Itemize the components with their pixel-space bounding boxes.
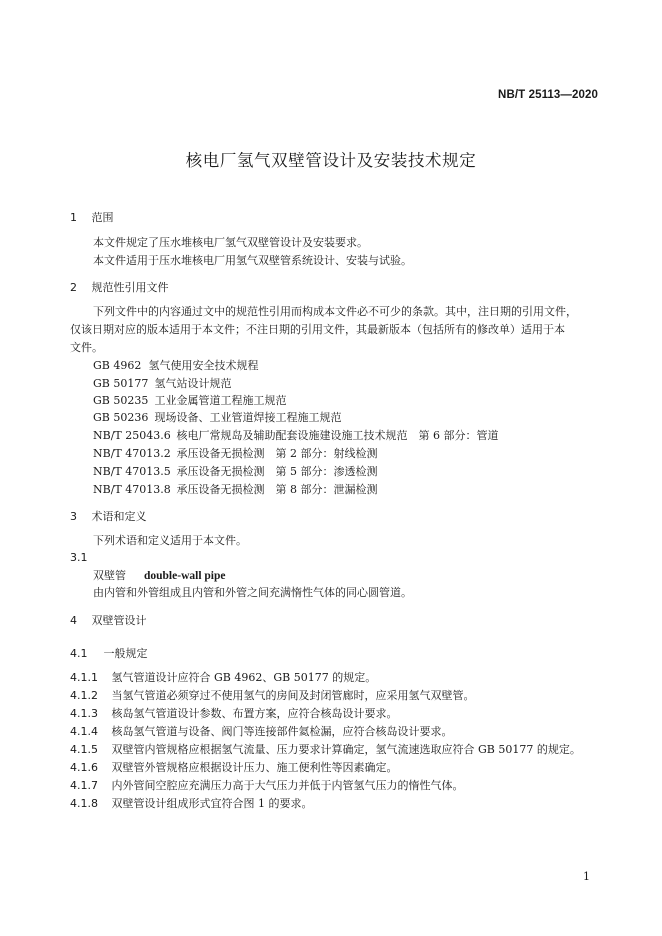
clause [70,779,464,793]
reference-code: GB 50236 [93,411,149,424]
reference-code: GB 50235 [93,394,149,407]
reference-item [93,465,378,479]
reference-code: NB/T 47013.5 [93,465,171,478]
clause-number: 4.1.8 [70,797,98,810]
document-title: 核电厂氢气双壁管设计及安装技术规定 [185,151,477,170]
reference-item [93,411,342,425]
paragraph: 下列术语和定义适用于本文件。 [93,534,247,547]
subsection-number: 4.1 [70,647,88,660]
section-2-heading [70,281,169,295]
paragraph: 本文件适用于压水堆核电厂用氢气双壁管系统设计、安装与试验。 [93,254,412,267]
clause [70,761,398,775]
reference-code: NB/T 47013.2 [93,447,171,460]
clause-number: 4.1.4 [70,725,98,738]
section-title: 范围 [91,211,114,224]
reference-item [93,429,499,443]
clause-number: 4.1.6 [70,761,98,774]
section-4-heading [70,614,147,628]
clause-text: 双壁管内管规格应根据氢气流量、压力要求计算确定，氢气流速选取应符合 GB 50177 的规定。 [111,743,581,756]
reference-code: NB/T 25043.6 [93,429,171,442]
reference-code: NB/T 47013.8 [93,483,171,496]
clause [70,707,398,721]
clause [70,689,475,703]
paragraph-line: 下列文件中的内容通过文中的规范性引用而构成本文件必不可少的条款。其中，注日期的引用文件， [93,305,577,318]
clause-number: 4.1.7 [70,779,98,792]
reference-item [93,483,378,497]
clause-text: 氢气管道设计应符合 GB 4962、GB 50177 的规定。 [111,671,377,684]
reference-title: 工业金属管道工程施工规范 [154,394,287,407]
section-3-heading [70,510,147,524]
clause [70,743,581,757]
term-english: double-wall pipe [144,570,226,582]
section-number: 2 [70,281,77,294]
reference-title: 氢气使用安全技术规程 [148,359,259,372]
reference-title: 现场设备、工业管道焊接工程施工规范 [154,411,342,424]
reference-code: GB 50177 [93,377,149,390]
clause [70,671,376,685]
reference-title: 承压设备无损检测 第 8 部分：泄漏检测 [176,483,378,496]
subsection-heading [70,647,148,661]
page-number: 1 [583,870,590,883]
reference-title: 承压设备无损检测 第 2 部分：射线检测 [176,447,378,460]
section-title: 双壁管设计 [91,614,147,627]
term-definition: 由内管和外管组成且内管和外管之间充满惰性气体的同心圆管道。 [93,586,412,599]
clause [70,797,313,811]
clause-text: 核岛氢气管道设计参数、布置方案，应符合核岛设计要求。 [111,707,398,720]
reference-code: GB 4962 [93,359,142,372]
term-entry [93,569,225,583]
term-chinese: 双壁管 [93,569,126,582]
reference-title: 承压设备无损检测 第 5 部分：渗透检测 [176,465,378,478]
clause-number: 4.1.2 [70,689,98,702]
clause-text: 内外管间空腔应充满压力高于大气压力并低于内管氢气压力的惰性气体。 [111,779,464,792]
clause-text: 双壁管设计组成形式宜符合图 1 的要求。 [111,797,313,810]
section-1-heading [70,211,114,225]
clause-text: 核岛氢气管道与设备、阀门等连接部件氦检漏，应符合核岛设计要求。 [111,725,453,738]
reference-item [93,447,378,461]
section-number: 4 [70,614,77,627]
section-title: 术语和定义 [91,510,147,523]
term-number: 3.1 [70,551,88,564]
reference-item [93,359,259,373]
reference-title: 核电厂常规岛及辅助配套设施建设施工技术规范 第 6 部分：管道 [176,429,499,442]
standard-number: NB/T 25113—2020 [498,89,598,101]
section-number: 3 [70,510,77,523]
reference-item [93,394,287,408]
clause-number: 4.1.5 [70,743,98,756]
reference-title: 氢气站设计规范 [154,377,232,390]
subsection-title: 一般规定 [103,647,148,660]
clause-text: 当氢气管道必须穿过不使用氢气的房间及封闭管廊时，应采用氢气双壁管。 [111,689,475,702]
clause [70,725,453,739]
clause-number: 4.1.1 [70,671,98,684]
paragraph-line: 文件。 [70,341,103,354]
clause-number: 4.1.3 [70,707,98,720]
section-title: 规范性引用文件 [91,281,169,294]
paragraph: 本文件规定了压水堆核电厂氢气双壁管设计及安装要求。 [93,236,368,249]
paragraph-line: 仅该日期对应的版本适用于本文件；不注日期的引用文件，其最新版本（包括所有的修改单）适用于本 [70,323,565,336]
reference-item [93,377,232,391]
clause-text: 双壁管外管规格应根据设计压力、施工便利性等因素确定。 [111,761,398,774]
section-number: 1 [70,211,77,224]
